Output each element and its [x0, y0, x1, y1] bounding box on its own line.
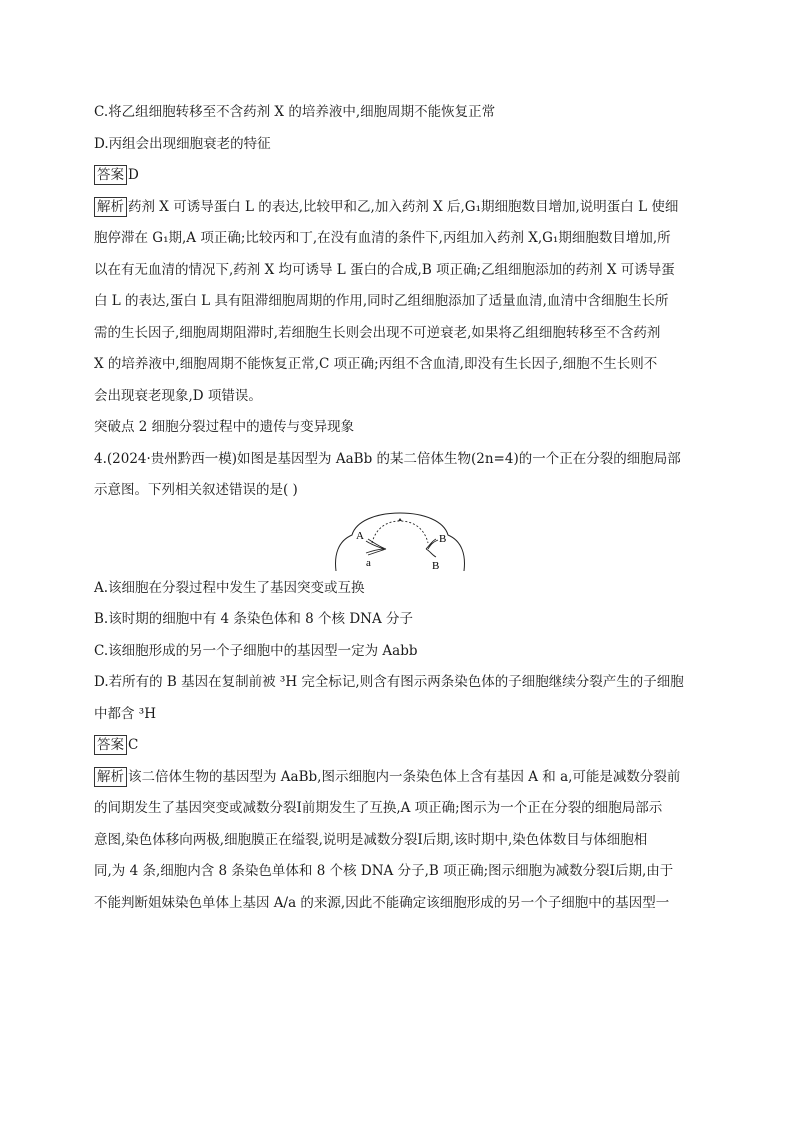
label-upper-left: A	[356, 529, 364, 542]
analysis-tag: 解析	[94, 197, 127, 217]
answer-value: D	[128, 167, 139, 183]
q4-stem-line	[94, 444, 706, 476]
centrosome-mark	[398, 518, 402, 521]
q3-analysis-line	[94, 192, 706, 224]
q4-option-d: D.若所有的 B 基因在复制前被 ³H 完全标记,则含有图示两条染色体的子细胞继续分裂产生的子细胞	[94, 674, 684, 690]
answer-tag: 答案	[94, 165, 127, 185]
q4-analysis-line	[94, 762, 706, 794]
answer-tag: 答案	[94, 735, 127, 755]
answer-value: C	[128, 737, 139, 753]
analysis-text: 该二倍体生物的基因型为 AaBb,图示细胞内一条染色体上含有基因 A 和 a,可能是减数分裂前	[128, 768, 681, 785]
analysis-tag: 解析	[94, 767, 127, 787]
q4-analysis-line: 的间期发生了基因突变或减数分裂Ⅰ前期发生了互换,A 项正确;图示为一个正在分裂的细胞局部示	[94, 800, 663, 816]
q4-option-d-cont: 中都含 ³H	[94, 705, 156, 722]
q4-stem-text: 4.(2024·贵州黔西一模)如图是基因型为 AaBb 的某二倍体生物(2n=4)的一个正在分裂的细胞局部	[94, 450, 681, 467]
q3-analysis-line: 以在有无血清的情况下,药剂 X 均可诱导 L 蛋白的合成,B 项正确;乙组细胞添加的药剂 X 可诱导蛋	[94, 261, 675, 278]
label-upper-right: B	[439, 532, 447, 545]
q4-analysis-line: 同,为 4 条,细胞内含 8 条染色单体和 8 个核 DNA 分子,B 项正确;图示细胞为减数分裂Ⅰ后期,由于	[94, 863, 674, 879]
q3-option-d: D.丙组会出现细胞衰老的特征	[94, 135, 271, 152]
q4-stem-line: 示意图。下列相关叙述错误的是( )	[94, 482, 298, 498]
q3-answer	[94, 160, 706, 192]
cell-diagram	[332, 509, 468, 573]
q3-option-c: C.将乙组细胞转移至不含药剂 X 的培养液中,细胞周期不能恢复正常	[94, 104, 496, 120]
left-chromosome	[366, 539, 386, 555]
q4-option-c: C.该细胞形成的另一个子细胞中的基因型一定为 Aabb	[94, 642, 418, 659]
right-chromosome	[426, 539, 438, 557]
spindle-arc	[372, 521, 428, 543]
label-lower-left: a	[366, 556, 371, 569]
q4-answer	[94, 730, 706, 762]
q4-option-b: B.该时期的细胞中有 4 条染色体和 8 个核 DNA 分子	[94, 611, 414, 627]
q4-analysis-line: 不能判断姐妹染色单体上基因 A/a 的来源,因此不能确定该细胞形成的另一个子细胞中的基因型一	[94, 894, 670, 911]
label-lower-right: B	[432, 559, 440, 572]
analysis-text: 药剂 X 可诱导蛋白 L 的表达,比较甲和乙,加入药剂 X 后,G₁期细胞数目增加,说明蛋白 L 使细	[128, 198, 679, 215]
q4-option-a: A.该细胞在分裂过程中发生了基因突变或互换	[94, 579, 365, 596]
q3-analysis-line: 胞停滞在 G₁期,A 项正确;比较丙和丁,在没有血清的条件下,丙组加入药剂 X,G₁期细胞数目增加,所	[94, 230, 671, 246]
cell-division-figure	[94, 507, 706, 573]
q4-analysis-line: 意图,染色体移向两极,细胞膜正在缢裂,说明是减数分裂Ⅰ后期,该时期中,染色体数目与体细胞相	[94, 831, 648, 848]
section-heading: 突破点 2 细胞分裂过程中的遗传与变异现象	[94, 419, 355, 435]
page-content	[94, 97, 706, 919]
q3-analysis-line: 白 L 的表达,蛋白 L 具有阻滞细胞周期的作用,同时乙组细胞添加了适量血清,血清中含细胞生长所	[94, 293, 669, 309]
q3-analysis-line: X 的培养液中,细胞周期不能恢复正常,C 项正确;丙组不含血清,即没有生长因子,细胞不生长则不	[94, 356, 658, 372]
q3-analysis-line: 会出现衰老现象,D 项错误。	[94, 387, 262, 404]
q3-analysis-line: 需的生长因子,细胞周期阻滞时,若细胞生长则会出现不可逆衰老,如果将乙组细胞转移至不含药剂	[94, 324, 661, 341]
